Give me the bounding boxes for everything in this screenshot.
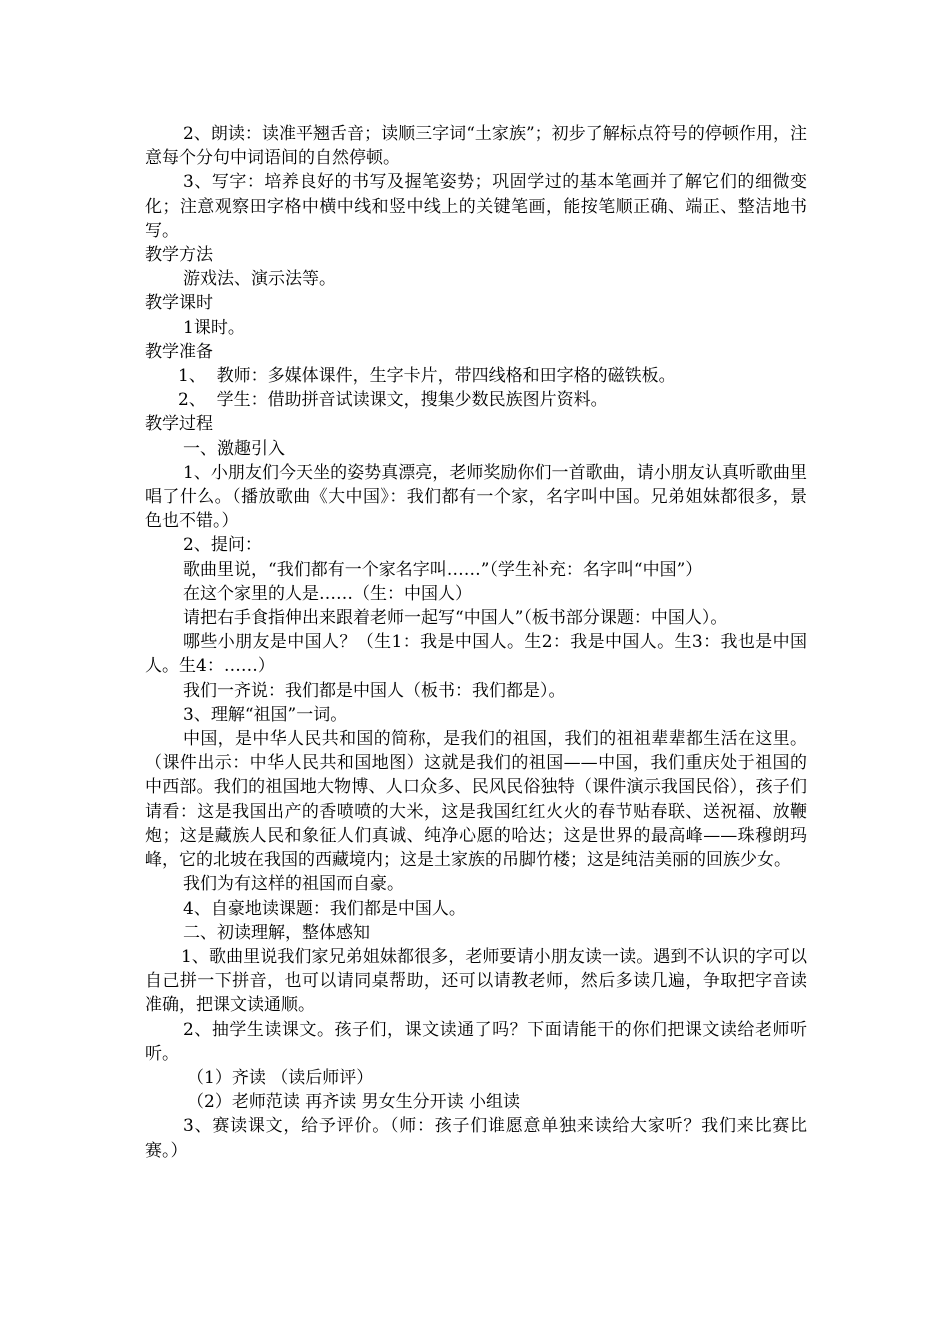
paragraph: 3、赛读课文，给予评价。（师：孩子们谁愿意单独来读给大家听？我们来比赛比赛。） <box>145 1116 807 1161</box>
paragraph: 二、初读理解，整体感知 <box>183 922 370 943</box>
paragraph: 在这个家里的人是……（生：中国人） <box>183 583 472 604</box>
paragraph: 1课时。 <box>183 317 245 338</box>
paragraph: 2、朗读：读准平翘舌音；读顺三字词“土家族”；初步了解标点符号的停顿作用，注意每个分句中词语间的自然停顿。 <box>145 124 807 169</box>
document-body <box>145 122 807 1163</box>
section-heading: 教学方法 <box>145 245 213 266</box>
paragraph: 2、提问： <box>183 535 262 556</box>
paragraph: 我们为有这样的祖国而自豪。 <box>183 874 404 895</box>
section-heading: 教学课时 <box>145 293 213 314</box>
section-heading: 教学准备 <box>145 341 213 362</box>
paragraph: 一、激趣引入 <box>183 438 285 459</box>
paragraph: 我们一齐说：我们都是中国人（板书：我们都是）。 <box>183 680 566 701</box>
paragraph: 3、理解“祖国”一词。 <box>183 704 348 725</box>
paragraph: 哪些小朋友是中国人？（生1：我是中国人。生2：我是中国人。生3：我也是中国人。生4：……） <box>145 632 807 677</box>
section-heading: 教学过程 <box>145 414 213 435</box>
paragraph: （1）齐读 （读后师评） <box>187 1067 374 1088</box>
paragraph: 游戏法、演示法等。 <box>183 269 336 290</box>
paragraph: 4、自豪地读课题：我们都是中国人。 <box>183 898 466 919</box>
paragraph: 1、歌曲里说我们家兄弟姐妹都很多，老师要请小朋友读一读。遇到不认识的字可以自己拼一下拼音，也可以请同桌帮助，还可以请教老师，然后多读几遍，争取把字音读准确，把课文读通顺。 <box>145 946 807 1016</box>
paragraph: 3、写字：培养良好的书写及握笔姿势；巩固学过的基本笔画并了解它们的细微变化；注意观察田字格中横中线和竖中线上的关键笔画，能按笔顺正确、端正、整洁地书写。 <box>145 172 807 241</box>
paragraph: 请把右手食指伸出来跟着老师一起写“中国人”（板书部分课题：中国人）。 <box>183 608 728 629</box>
paragraph: 歌曲里说，“我们都有一个家名字叫……”（学生补充：名字叫“中国”） <box>183 559 703 580</box>
list-item: 2、 学生：借助拼音试读课文，搜集少数民族图片资料。 <box>178 390 608 411</box>
paragraph: 中国，是中华人民共和国的简称，是我们的祖国，我们的祖祖辈辈都生活在这里。（课件出示：中华人民共和国地图）这就是我们的祖国——中国，我们重庆处于祖国的中西部。我们的祖国地大物博、人口众多、民风民俗独特（课件演示我国民俗），孩子们请看：这是我国出产的香喷喷的大米，这是我国红红火火的春节贴春联、送祝福、放鞭炮；这是藏族人民和象征人们真诚、纯净心愿的哈达；这是世界的最高峰——珠穆朗玛峰，它的北坡在我国的西藏境内；这是土家族的吊脚竹楼；这是纯洁美丽的回族少女。 <box>145 729 807 871</box>
list-item: 1、 教师：多媒体课件，生字卡片，带四线格和田字格的磁铁板。 <box>178 366 676 387</box>
paragraph: （2）老师范读 再齐读 男女生分开读 小组读 <box>187 1092 521 1113</box>
paragraph: 1、小朋友们今天坐的姿势真漂亮，老师奖励你们一首歌曲，请小朋友认真听歌曲里唱了什么。（播放歌曲《大中国》：我们都有一个家，名字叫中国。兄弟姐妹都很多，景色也不错。） <box>145 462 807 532</box>
paragraph: 2、抽学生读课文。孩子们，课文读通了吗？下面请能干的你们把课文读给老师听听。 <box>145 1019 807 1064</box>
